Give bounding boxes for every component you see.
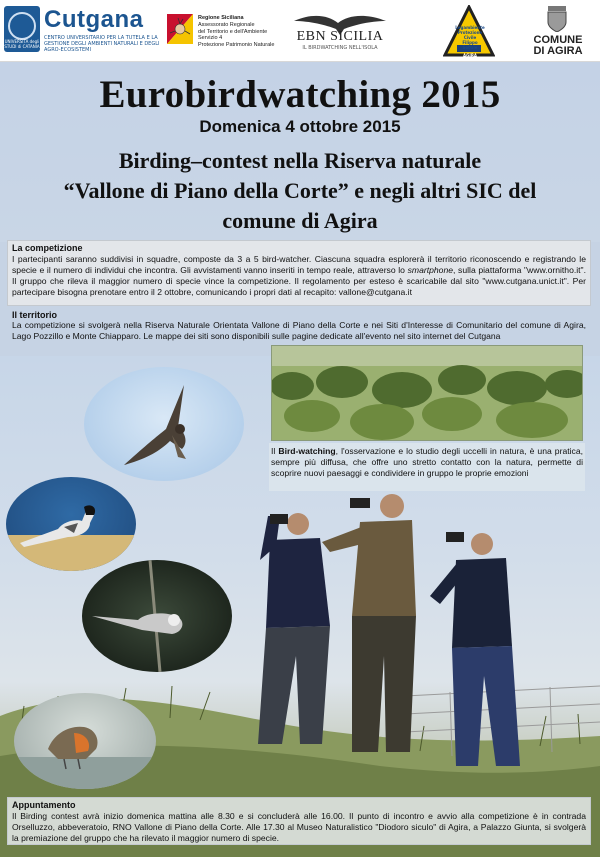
competition-text bbox=[12, 254, 586, 298]
pc-line-3: Filippo Sottile bbox=[462, 40, 478, 50]
birdwatching-bold: Bird-watching bbox=[278, 446, 336, 456]
robin-photo bbox=[14, 693, 156, 789]
regione-siciliana-flag-icon bbox=[167, 14, 193, 44]
ebn-sicilia-title: EBN SICILIA bbox=[296, 29, 384, 44]
landscape-illustration bbox=[272, 346, 583, 441]
wagtail-icon bbox=[6, 477, 136, 571]
appointment-text: Il Birding contest avrà inizio domenica mattina alle 8.30 e si concluderà alle 16.00. Il punto di incontro e avvio alla competizione è in contrada Orselluzzo, abbeveratoio, RNO Vallone di Piano della Corte. Alle 17.30 al Museo Naturalistico "Diodoro siculo" di Agira, a Palazzo Giunta, si svolgerà la premiazione del gruppo che ha rilevato il maggior numero di specie. bbox=[12, 811, 586, 843]
falcon-photo bbox=[84, 367, 244, 481]
agira-crest-icon bbox=[546, 6, 568, 32]
competition-heading: La competizione bbox=[12, 243, 83, 253]
regione-line-4: Servizio 4 bbox=[198, 35, 223, 42]
event-date: Domenica 4 ottobre 2015 bbox=[199, 117, 401, 136]
cutgana-subtitle: CENTRO UNIVERSITARIO PER LA TUTELA E LA GESTIONE DEGLI AMBIENTI NATURALI E DEGLI AGRO-ECOSISTEMI bbox=[44, 35, 160, 53]
regione-line-2: Assessorato Regionale bbox=[198, 21, 255, 28]
competition-text-italic: smartphone bbox=[407, 265, 454, 275]
university-seal-icon: UNIVERSITÀ degli STUDI di CATANIA bbox=[4, 6, 40, 52]
landscape-photo bbox=[271, 345, 583, 441]
comune-line-2: DI AGIRA bbox=[533, 45, 583, 57]
birdwatcher-3 bbox=[430, 532, 520, 766]
long-tailed-tit-photo bbox=[82, 560, 232, 672]
protezione-civile-text bbox=[455, 25, 485, 58]
ebn-sicilia-subtitle: IL BIRDWATCHING NELL'ISOLA bbox=[302, 45, 378, 51]
subtitle-line-2: “Vallone di Piano della Corte” e negli altri SIC del bbox=[63, 178, 537, 203]
birdwatching-text bbox=[271, 446, 583, 479]
subtitle-line-3: comune di Agira bbox=[222, 208, 378, 233]
comune-line-1: COMUNE bbox=[533, 34, 583, 46]
comune-di-agira-text bbox=[522, 35, 594, 57]
territory-heading: Il territorio bbox=[12, 310, 58, 320]
territory-text: La competizione si svolgerà nella Riserva Naturale Orientata Vallone di Piano della Corte e nei Siti d'Interesse di Comunitario del comune di Agira, Lago Pozzillo e Monte Chiapparo. Le mappe dei siti sono disponibili sulle pagine dedicate all'evento nel sito internet del Cutgana bbox=[12, 320, 586, 341]
competition-text-1: I partecipanti saranno suddivisi in squadre, composte da 3 a 5 bird-watcher. Ciascuna squadra esplorerà il territorio riconoscendo e registrando le specie e il numero di individui che incontra. Gli avvistamenti vanno inseriti in tempo reale, attraverso lo bbox=[12, 254, 586, 275]
subtitle-line-1: Birding–contest nella Riserva naturale bbox=[118, 148, 482, 173]
pc-line-1: Legambiente bbox=[455, 25, 485, 30]
competition-text-2: , sulla piattaforma "www.ornitho.it". Il gruppo che rileva il maggior numero di specie vince la competizione. Il regolamento per esteso è scaricabile dal sito "www.cutgana.unict.it". Per partecipare bisogna prenotare entro il 2 ottobre, comunicando i propri dati al recapito: vallone@cutgana.it bbox=[12, 265, 586, 297]
robin-icon bbox=[14, 693, 156, 789]
birdwatching-body: , l'osservazione e lo studio degli uccelli in natura, è una pratica, sempre più diffusa, che offre uno stretto contatto con la natura, permette di scoprire nuovi paesaggi e condividere in gruppo le proprie emozioni bbox=[271, 446, 583, 478]
long-tailed-tit-icon bbox=[82, 560, 232, 672]
event-title: Eurobirdwatching 2015 bbox=[99, 73, 501, 116]
birdwatcher-2 bbox=[322, 494, 416, 752]
regione-siciliana-text bbox=[198, 15, 290, 49]
appointment-heading: Appuntamento bbox=[12, 800, 76, 810]
birdwatching-prefix: Il bbox=[271, 446, 279, 456]
falcon-icon bbox=[84, 367, 244, 481]
regione-line-5: Protezione Patrimonio Naturale bbox=[198, 42, 275, 49]
event-subtitle bbox=[30, 146, 570, 236]
wagtail-photo bbox=[6, 477, 136, 571]
regione-line-3: del Territorio e dell'Ambiente bbox=[198, 28, 268, 35]
birdwatcher-1 bbox=[258, 513, 330, 744]
cutgana-logo: Cutgana bbox=[44, 6, 144, 33]
regione-line-1: Regione Siciliana bbox=[198, 15, 244, 21]
pc-line-2: Protezione Civile bbox=[457, 30, 483, 40]
pc-badge: AGIRA bbox=[462, 53, 478, 58]
